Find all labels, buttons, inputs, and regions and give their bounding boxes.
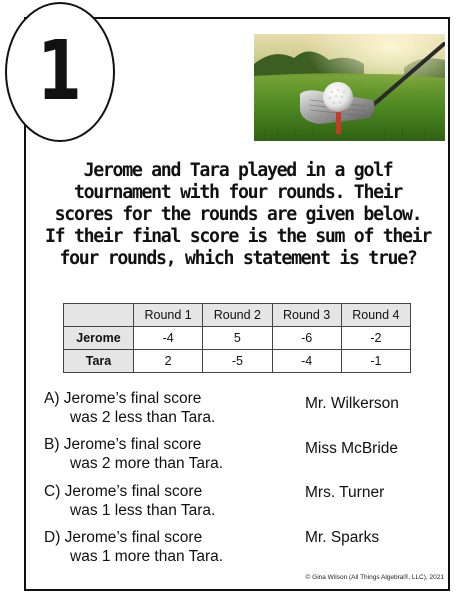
question-line: tournament with four rounds. Their — [73, 182, 403, 203]
table-header-row — [64, 304, 411, 327]
golf-ball-photo — [254, 34, 445, 141]
column-header: Round 3 — [272, 304, 341, 327]
score-cell: -1 — [341, 350, 410, 373]
copyright-notice: © Gina Wilson (All Things Algebra®, LLC), 2021 — [305, 574, 444, 581]
score-cell: -5 — [203, 350, 272, 373]
choice-line: was 2 more than Tara. — [70, 455, 224, 472]
choice-line: was 1 more than Tara. — [70, 548, 224, 565]
player-name: Jerome — [64, 327, 134, 350]
choice-line: C) Jerome’s final score — [44, 483, 203, 500]
column-header: Round 1 — [134, 304, 203, 327]
question-text — [30, 160, 446, 270]
table-row — [64, 327, 411, 350]
answer-choice-b — [44, 435, 223, 473]
answer-choice-d — [44, 528, 223, 566]
table-row — [64, 350, 411, 373]
task-number-badge — [5, 2, 115, 142]
scores-table — [63, 303, 411, 373]
question-line: Jerome and Tara played in a golf — [83, 160, 393, 181]
answer-choice-a — [44, 389, 215, 427]
task-number: 1 — [37, 24, 83, 119]
player-name: Tara — [64, 350, 134, 373]
choice-line: D) Jerome’s final score — [44, 529, 203, 546]
question-line: If their final score is the sum of their — [45, 226, 431, 247]
answer-choice-c — [44, 482, 215, 520]
score-cell: -2 — [341, 327, 410, 350]
column-header: Round 2 — [203, 304, 272, 327]
teacher-name: Mr. Sparks — [305, 529, 380, 546]
score-cell: -6 — [272, 327, 341, 350]
teacher-name: Miss McBride — [305, 440, 399, 457]
choice-line: was 1 less than Tara. — [70, 502, 216, 519]
score-cell: 5 — [203, 327, 272, 350]
table-corner-cell — [64, 304, 134, 327]
choice-line: B) Jerome’s final score — [44, 436, 202, 453]
score-cell: -4 — [272, 350, 341, 373]
choice-line: was 2 less than Tara. — [70, 409, 216, 426]
teacher-name: Mr. Wilkerson — [305, 395, 399, 412]
choice-line: A) Jerome’s final score — [44, 390, 202, 407]
question-line: scores for the rounds are given below. — [54, 204, 422, 225]
score-cell: -4 — [134, 327, 203, 350]
score-cell: 2 — [134, 350, 203, 373]
question-line: four rounds, which statement is true? — [59, 248, 417, 269]
teacher-name: Mrs. Turner — [305, 484, 385, 501]
column-header: Round 4 — [341, 304, 410, 327]
